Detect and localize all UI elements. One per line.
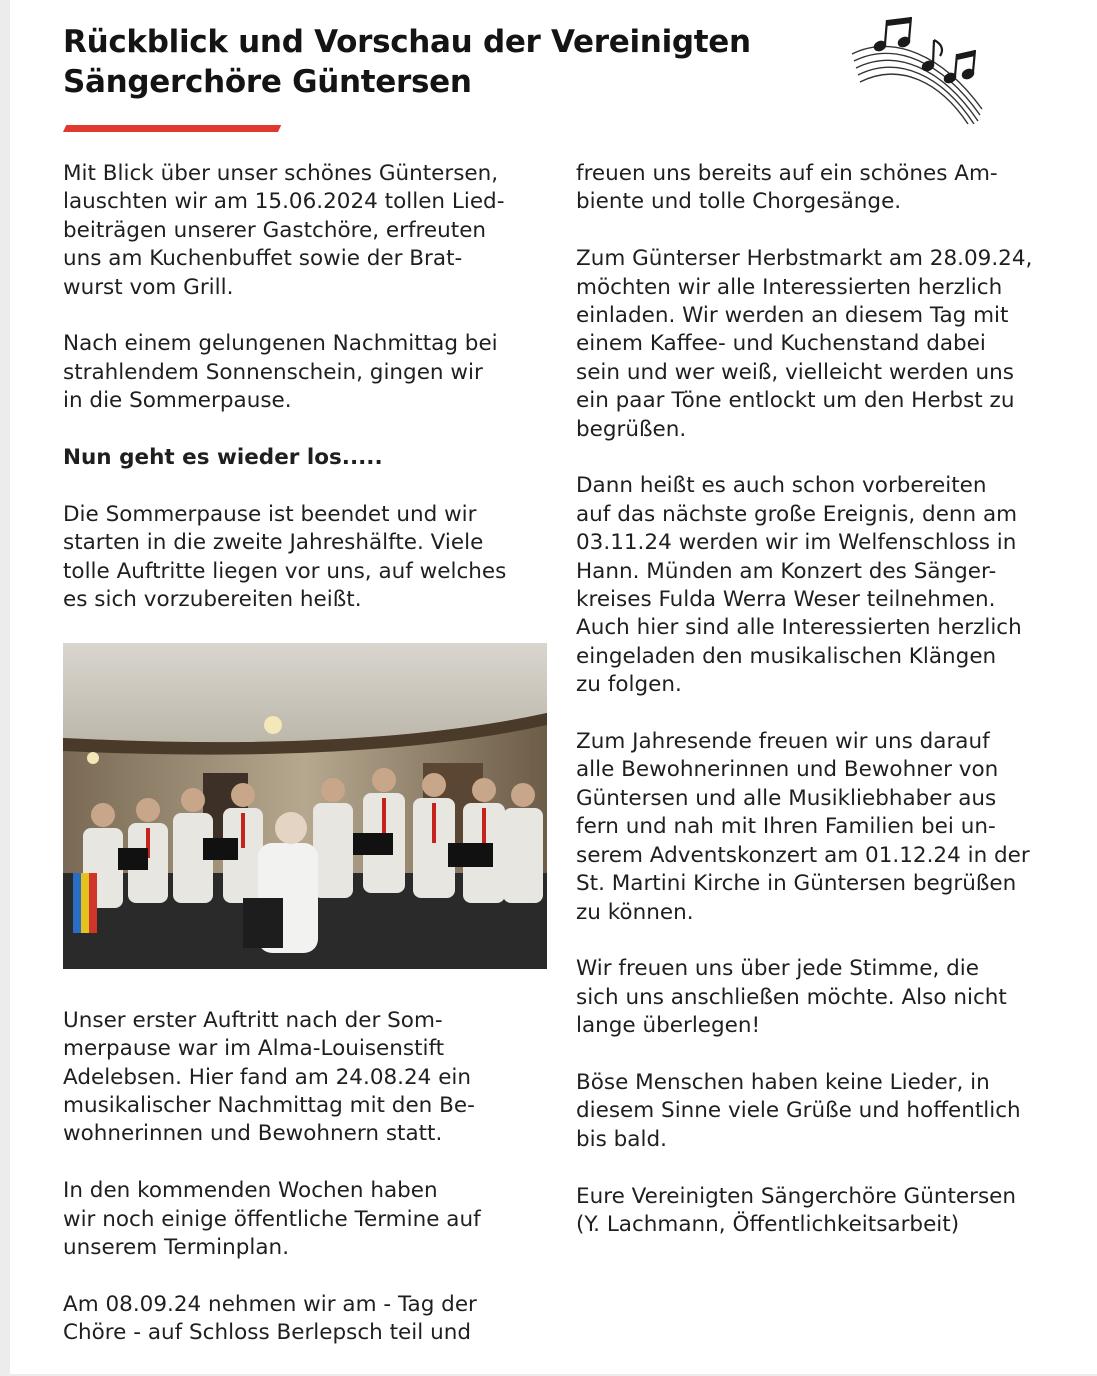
paragraph-ambience: freuen uns bereits auf ein schönes Am- biente und tolle Chorgesänge. (576, 161, 998, 215)
paragraph-advent-concert: Zum Jahresende freuen wir uns darauf alle Bewohnerinnen und Bewohner von Güntersen und alle Musikliebhaber aus fern und nah mit Ihren Familien bei un- serem Adventskonzert am 01.12.24 in der St. Martini Kirche in Güntersen begrüßen zu können. (576, 729, 1030, 925)
paragraph-closing: Böse Menschen haben keine Lieder, in diesem Sinne viele Grüße und hoffentlich bis bald. (576, 1069, 1021, 1152)
article-page (10, 0, 1097, 1374)
music-notes-icon (842, 14, 992, 124)
paragraph-review: Mit Blick über unser schönes Güntersen, lauschten wir am 15.06.2024 tollen Lied- beiträgen unserer Gastchöre, erfreuten uns am Kuchenbuffet sowie der Brat- wurst vom Grill. (63, 161, 505, 300)
choir-photo (63, 643, 547, 969)
paragraph-summer-break: Nach einem gelungenen Nachmittag bei strahlendem Sonnenschein, gingen wir in die Sommerpause. (63, 331, 498, 414)
right-column (576, 160, 1076, 1268)
article-title (63, 22, 823, 102)
title-line-1: Rückblick und Vorschau der Vereinigten (63, 24, 751, 60)
paragraph-join-invitation: Wir freuen uns über jede Stimme, die sich uns anschließen möchte. Also nicht lange überlegen! (576, 956, 1007, 1039)
paragraph-second-half: Die Sommerpause ist beendet und wir starten in die zweite Jahreshälfte. Viele tolle Auftritte liegen vor uns, auf welches es sich vorzubereiten heißt. (63, 501, 507, 613)
paragraph-autumn-market: Zum Günterser Herbstmarkt am 28.09.24, möchten wir alle Interessierten herzlich einladen. Wir werden an diesem Tag mit einem Kaffee- und Kuchenstand dabei sein und wer weiß, vielleicht werden uns ein paar Töne entlockt um den Herbst zu begrüßen. (576, 246, 1033, 442)
paragraph-first-performance: Unser erster Auftritt nach der Som- merpause war im Alma-Louisenstift Adelebsen. Hier fand am 24.08.24 ein musikalischer Nachmittag mit den Be- wohnerinnen und Bewohnern statt. (63, 1007, 475, 1147)
subheading-restart: Nun geht es wieder los..... (63, 445, 383, 471)
paragraph-concert-hann-muenden: Dann heißt es auch schon vorbereiten auf das nächste große Ereignis, denn am 03.11.24 werden wir im Welfenschloss in Hann. Münden am Konzert des Sänger- kreises Fulda Werra Weser teilnehmen. Auch hier sind alle Interessierten herzlich eingeladen den musikalischen Klängen zu folgen. (576, 473, 1022, 698)
signature: Eure Vereinigten Sängerchöre Güntersen (Y. Lachmann, Öffentlichkeitsarbeit) (576, 1183, 1017, 1237)
title-accent-rule (63, 125, 281, 132)
title-line-2: Sängerchöre Güntersen (63, 64, 472, 100)
paragraph-upcoming-dates: In den kommenden Wochen haben wir noch einige öffentliche Termine auf unserem Terminplan. (63, 1178, 481, 1261)
left-column (63, 160, 563, 1376)
paragraph-choir-day: Am 08.09.24 nehmen wir am - Tag der Chöre - auf Schloss Berlepsch teil und (63, 1291, 477, 1346)
